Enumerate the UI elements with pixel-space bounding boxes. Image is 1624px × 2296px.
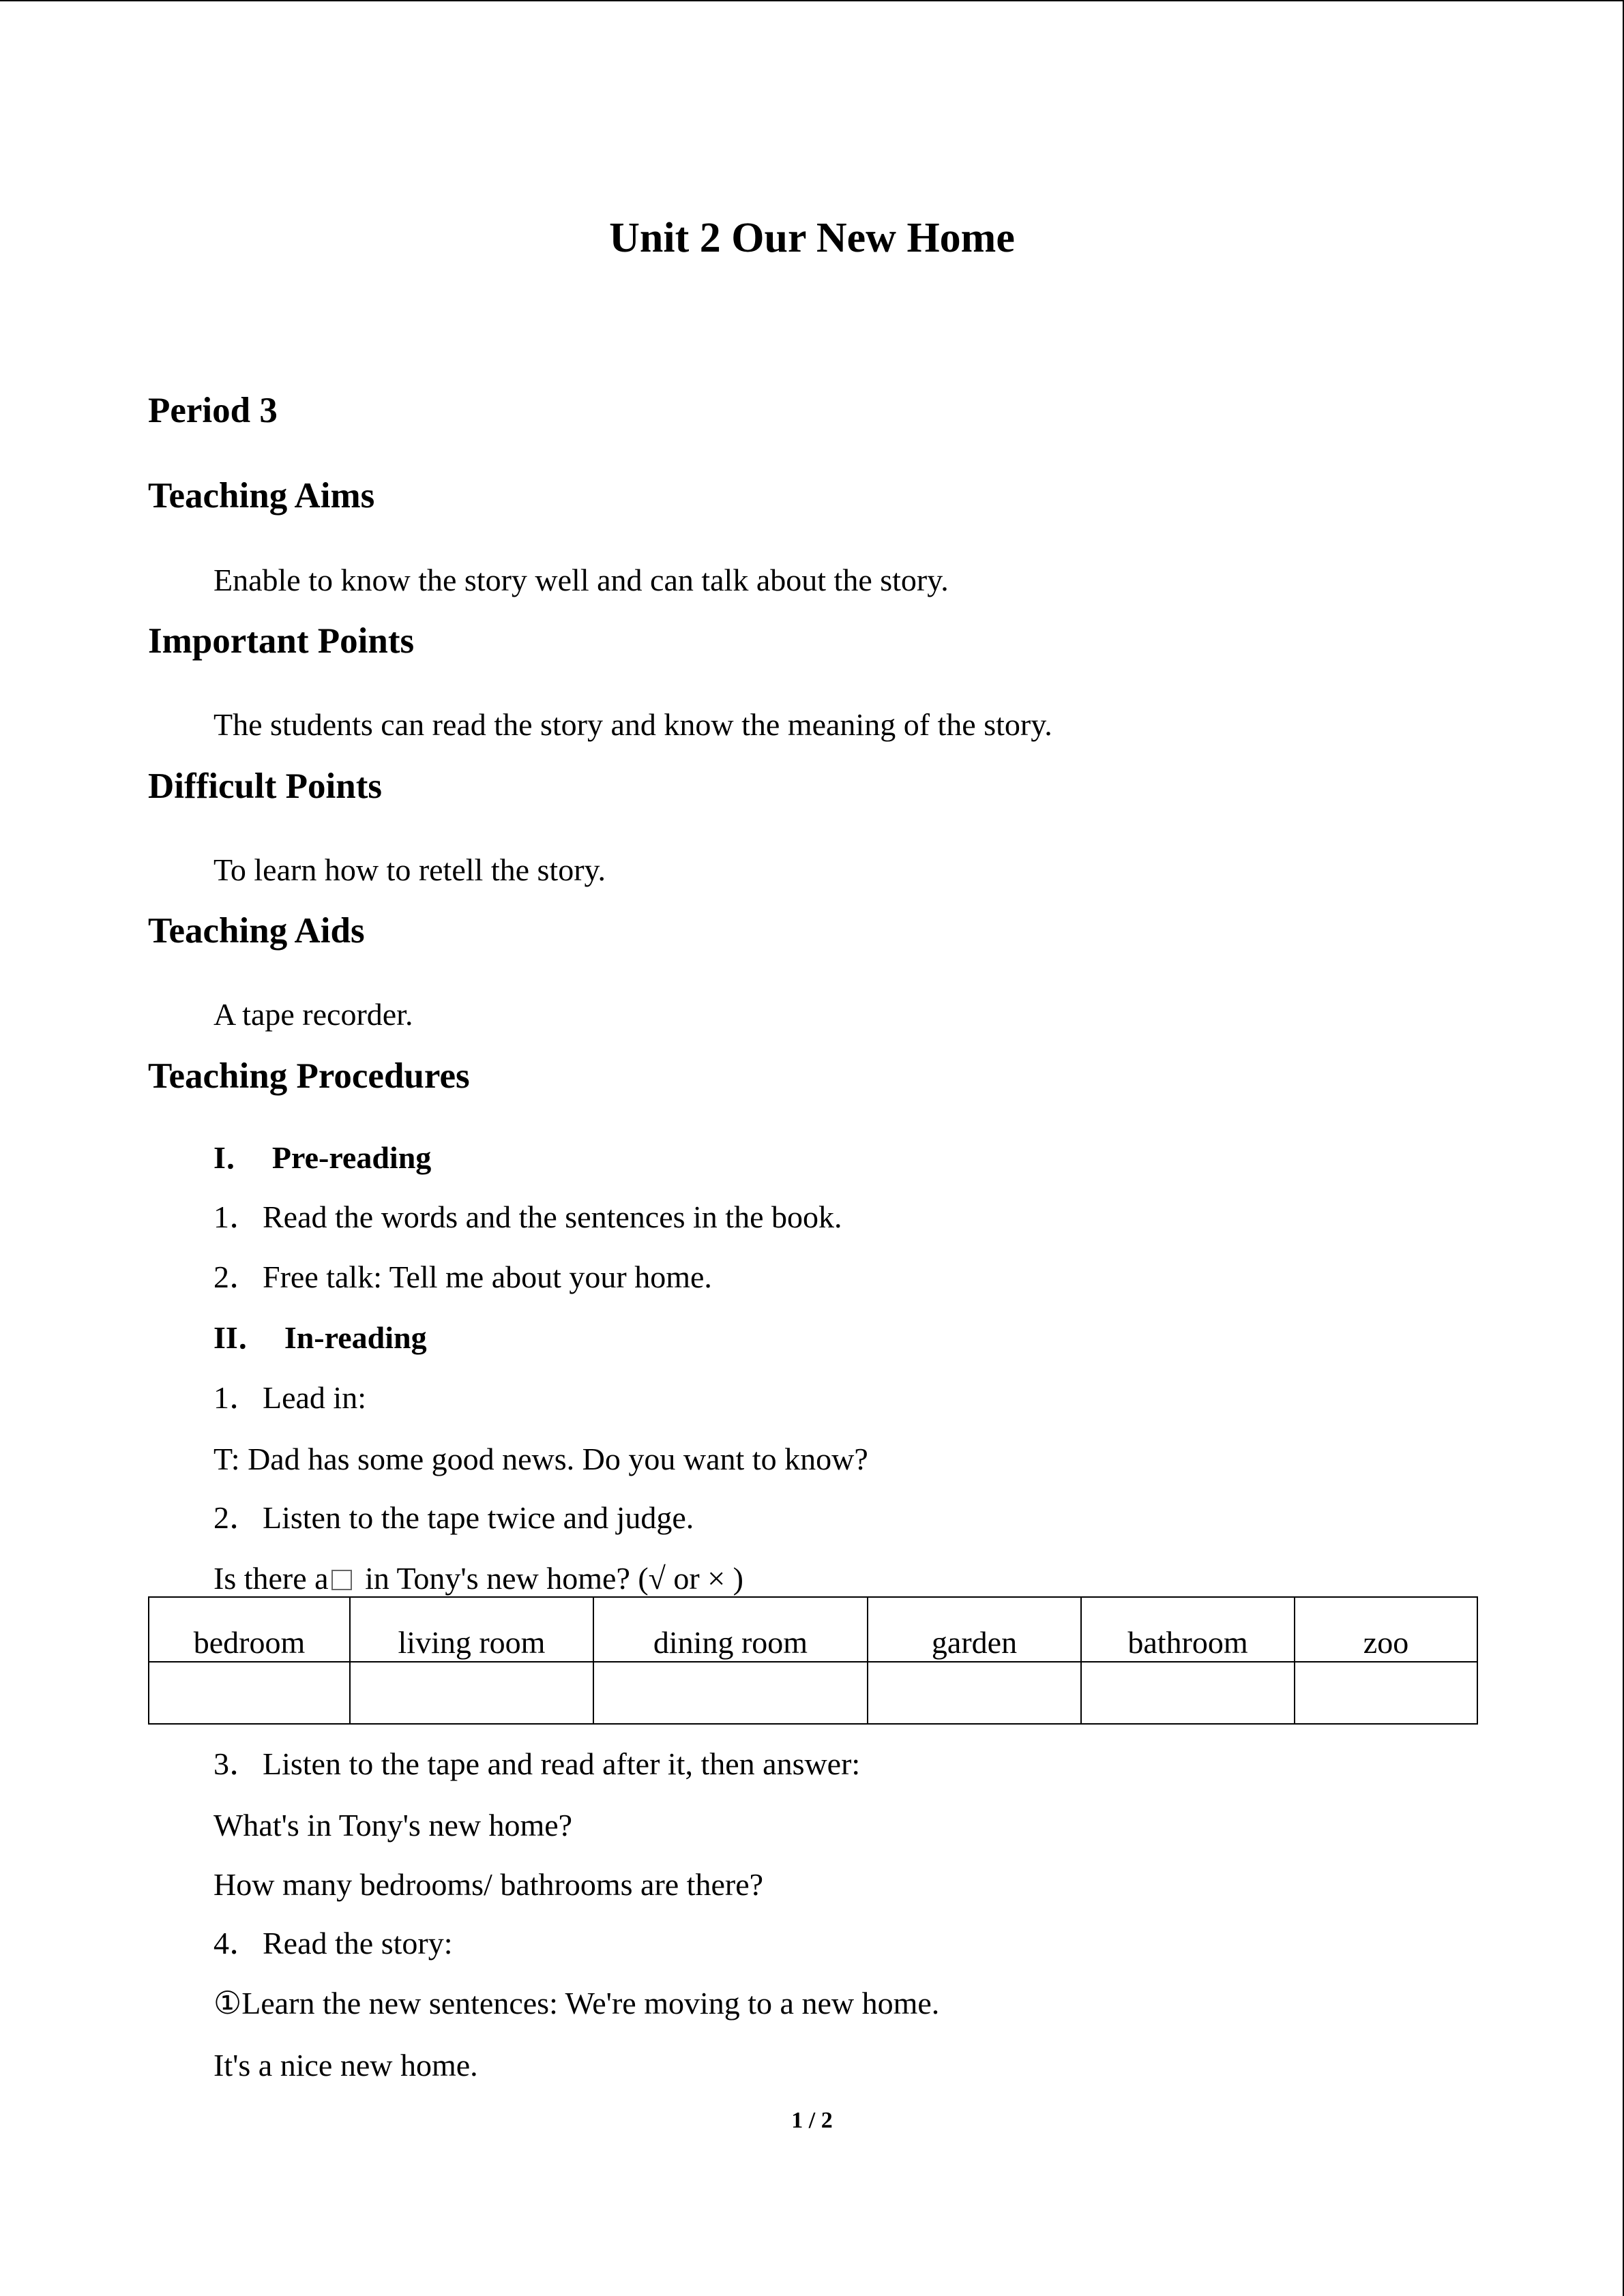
document-title: Unit 2 Our New Home xyxy=(609,215,1015,261)
teaching-procedures-heading: Teaching Procedures xyxy=(148,1056,470,1096)
list-item-text: Lead in: xyxy=(263,1380,366,1415)
list-number: 4． xyxy=(213,1926,261,1960)
list-number: 1． xyxy=(213,1380,261,1415)
teaching-aims-text: Enable to know the story well and can talk about the story. xyxy=(213,563,949,597)
in-reading-heading xyxy=(213,1322,427,1354)
table-header-row xyxy=(149,1597,1477,1662)
difficult-points-heading: Difficult Points xyxy=(148,766,382,806)
judge-question-end: in Tony's new home? (√ or × ) xyxy=(357,1561,743,1596)
nice-home-line: It's a nice new home. xyxy=(213,2048,478,2083)
judge-table xyxy=(148,1596,1478,1725)
answer-cell[interactable] xyxy=(868,1662,1081,1724)
in-reading-label: In-reading xyxy=(284,1320,427,1355)
teaching-aids-text: A tape recorder. xyxy=(213,997,413,1032)
in-reading-item-3 xyxy=(213,1748,860,1780)
table-header-cell: bedroom xyxy=(149,1597,350,1662)
pre-reading-number: I． xyxy=(213,1140,257,1175)
pre-reading-heading xyxy=(213,1142,431,1174)
teaching-aims-heading: Teaching Aims xyxy=(148,476,375,516)
learn-sentences-line: ①Learn the new sentences: We're moving to a new home. xyxy=(213,1986,940,2021)
blank-box-icon xyxy=(331,1570,352,1590)
period-heading: Period 3 xyxy=(148,391,278,430)
list-number: 1． xyxy=(213,1199,261,1234)
page-number: 1 / 2 xyxy=(791,2108,833,2133)
in-reading-item-1 xyxy=(213,1382,366,1414)
table-header-cell: garden xyxy=(868,1597,1081,1662)
difficult-points-text: To learn how to retell the story. xyxy=(213,852,606,887)
teaching-aids-heading: Teaching Aids xyxy=(148,911,365,951)
list-item-text: Free talk: Tell me about your home. xyxy=(263,1259,712,1294)
list-number: 2． xyxy=(213,1259,261,1294)
table-answer-row xyxy=(149,1662,1477,1724)
in-reading-item-4 xyxy=(213,1928,453,1959)
pre-reading-label: Pre-reading xyxy=(271,1140,432,1175)
teacher-line: T: Dad has some good news. Do you want to know? xyxy=(213,1442,868,1476)
table-header-cell: zoo xyxy=(1295,1597,1477,1662)
list-item-text: Read the words and the sentences in the book. xyxy=(263,1199,842,1234)
list-item-text: Listen to the tape twice and judge. xyxy=(263,1500,694,1535)
pre-reading-item-2 xyxy=(213,1259,712,1294)
list-item-text: Listen to the tape and read after it, then answer: xyxy=(263,1746,861,1781)
table-header-cell: living room xyxy=(350,1597,593,1662)
answer-cell[interactable] xyxy=(149,1662,350,1724)
question-line-1: What's in Tony's new home? xyxy=(213,1808,573,1843)
table-header-cell: bathroom xyxy=(1081,1597,1295,1662)
in-reading-item-2 xyxy=(213,1502,694,1534)
in-reading-number: II． xyxy=(213,1320,269,1355)
judge-question xyxy=(213,1563,743,1594)
pre-reading-item-1 xyxy=(213,1199,842,1234)
table-header-cell: dining room xyxy=(593,1597,868,1662)
list-number: 2． xyxy=(213,1500,261,1535)
answer-cell[interactable] xyxy=(350,1662,593,1724)
answer-cell[interactable] xyxy=(593,1662,868,1724)
important-points-heading: Important Points xyxy=(148,621,415,661)
list-number: 3． xyxy=(213,1746,261,1781)
question-line-2: How many bedrooms/ bathrooms are there? xyxy=(213,1867,764,1902)
judge-question-start: Is there a xyxy=(213,1561,329,1596)
important-points-text: The students can read the story and know the meaning of the story. xyxy=(213,707,1052,742)
answer-cell[interactable] xyxy=(1081,1662,1295,1724)
list-item-text: Read the story: xyxy=(263,1926,453,1960)
answer-cell[interactable] xyxy=(1295,1662,1477,1724)
